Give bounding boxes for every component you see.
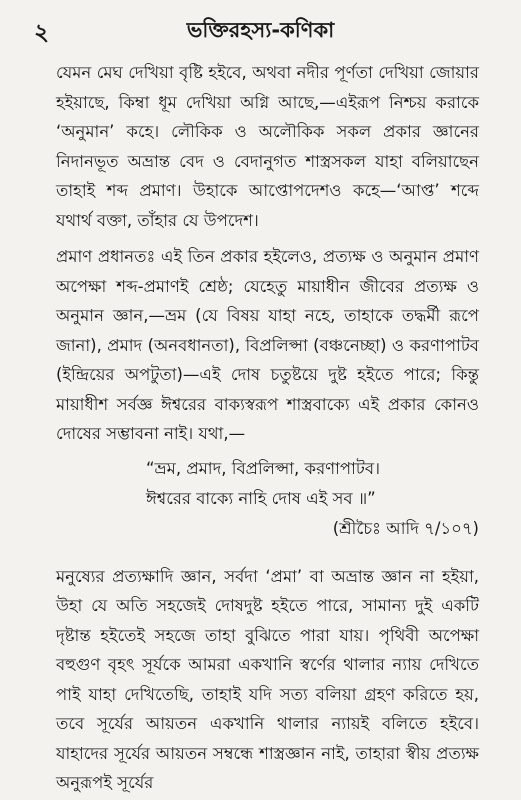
verse-line-2: ঈশ্বরের বাক্যে নাহি দোষ এই সব ॥” <box>146 488 376 508</box>
page-body <box>56 58 479 798</box>
verse-line-1: “ভ্রম, প্রমাদ, বিপ্রলিপ্সা, করণাপাটব। <box>146 458 380 478</box>
paragraph-word-evidence: প্রমাণ প্রধানতঃ এই তিন প্রকার হইলেও, প্রত্যক্ষ ও অনুমান প্রমাণ অপেক্ষা শব্দ-প্রমাণই শ্রেষ্ঠ; যেহেতু মায়াধীন জীবের প্রত্যক্ষ ও অনুমান জ্ঞান,—ভ্রম (যে বিষয় যাহা নহে, তাহাকে তদ্ধর্মী রূপে জানা), প্রমাদ (অনবধানতা), বিপ্রলিপ্সা (বঞ্চনেচ্ছা) ও করণাপাটব (ইন্দ্রিয়ের অপটুতা)—এই দোষ চতুষ্টয়ে দুষ্ট হইতে পারে; কিন্তু মায়াধীশ সর্বজ্ঞ ঈশ্বরের বাক্যস্বরূপ শাস্ত্রবাক্যে এই প্রকার কোনও দোষের সম্ভাবনা নাই। যথা,— <box>56 247 479 443</box>
quoted-verse <box>56 454 479 514</box>
page-header <box>34 14 487 48</box>
paragraph-perception-fallible: মনুষ্যের প্রত্যক্ষাদি জ্ঞান, সর্বদা ‘প্রমা’ বা অভ্রান্ত জ্ঞান না হইয়া, উহা যে অতি সহজেই দোষদুষ্ট হইতে পারে, সামান্য দুই একটি দৃষ্টান্ত হইতেই সহজে তাহা বুঝিতে পারা যায়। পৃথিবী অপেক্ষা বহুগুণ বৃহৎ সূর্যকে আমরা একখানি স্বর্ণের থালার ন্যায় দেখিতে পাই যাহা দেখিতেছি, তাহাই যদি সত্য বলিয়া গ্রহণ করিতে হয়, তবে সূর্যের আয়তন একখানি থালার ন্যায়ই বলিতে হইবে। যাহাদের সূর্যের আয়তন সম্বন্ধে শাস্ত্রজ্ঞান নাই, তাহারা স্বীয় প্রত্যক্ষ অনুরূপই সূর্যের <box>56 566 479 792</box>
page-number: ২ <box>34 20 49 46</box>
verse-citation: (শ্রীচৈঃ আদি ৭/১০৭) <box>332 518 479 538</box>
running-title: ভক্তিরহস্য-কণিকা <box>186 18 335 42</box>
paragraph-inference: যেমন মেঘ দেখিয়া বৃষ্টি হইবে, অথবা নদীর পূর্ণতা দেখিয়া জোয়ার হইয়াছে, কিম্বা ধূম দেখিয়া অগ্নি আছে,—এইরূপ নিশ্চয় করাকে ‘অনুমান’ কহে। লৌকিক ও অলৌকিক সকল প্রকার জ্ঞানের নিদানভূত অভ্রান্ত বেদ ও বেদানুগত শাস্ত্রসকল যাহা বলিয়াছেন তাহাই শব্দ প্রমাণ। উহাকে আপ্তোপদেশও কহে—‘আপ্ত’ শব্দে যথার্থ বক্তা, তাঁহার যে উপদেশ। <box>56 63 479 230</box>
